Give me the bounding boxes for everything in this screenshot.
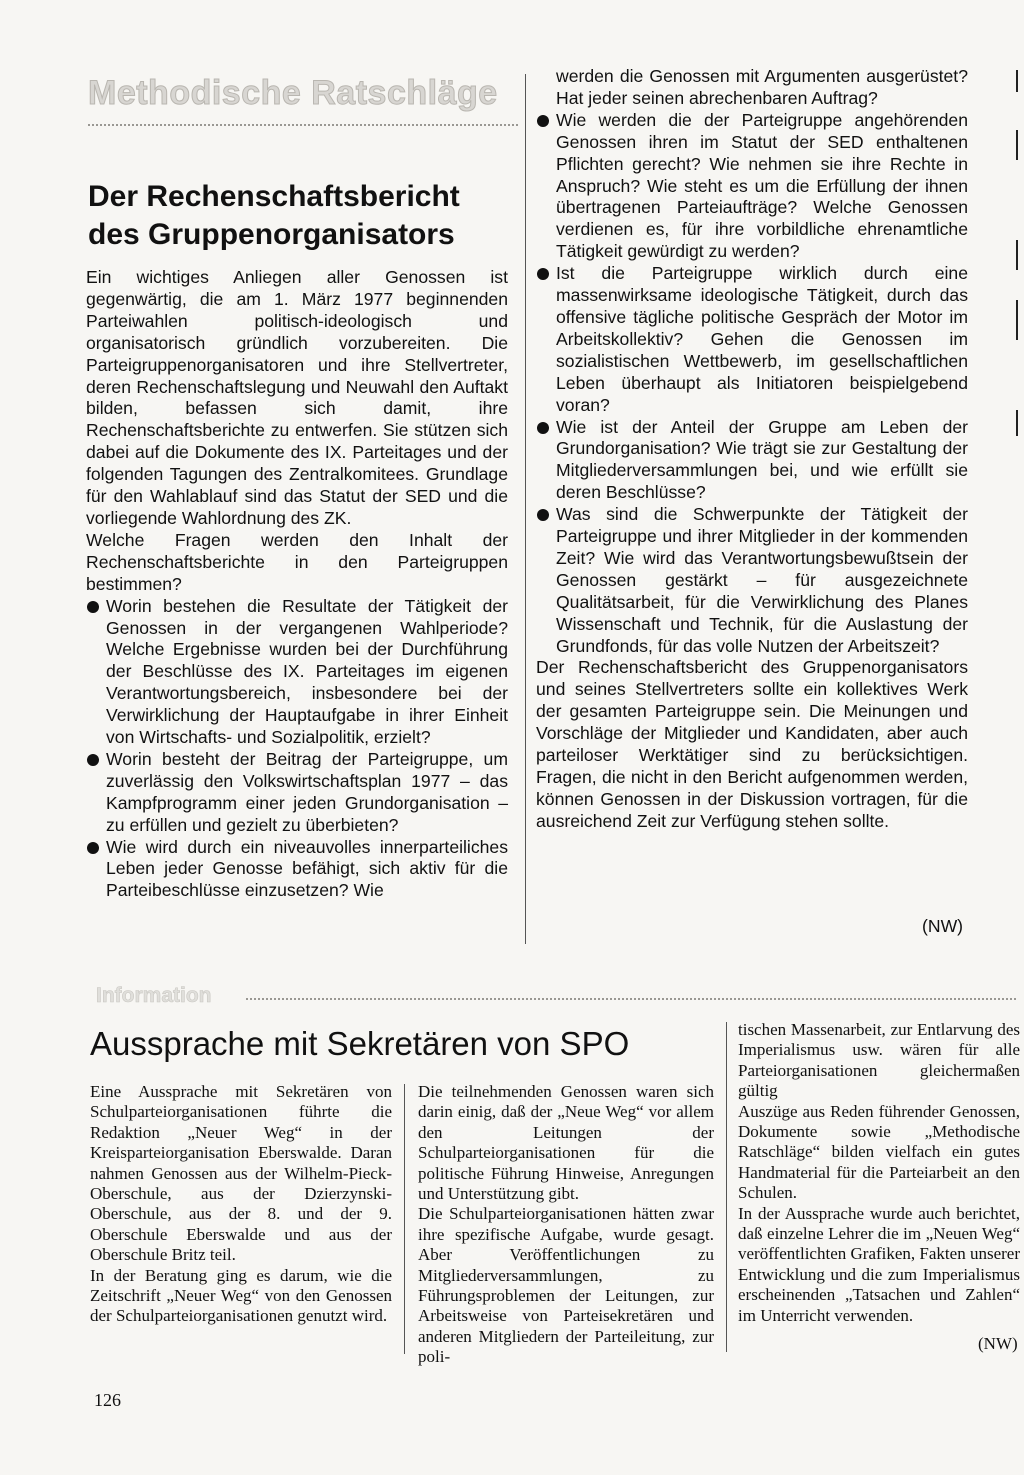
bullet-icon (537, 422, 549, 434)
article-right-column (536, 66, 968, 833)
section-kicker: Methodische Ratschläge (88, 74, 498, 112)
headline-line-2: des Gruppenorganisators (88, 218, 455, 251)
article-signature: (NW) (922, 916, 964, 936)
article-2-headline: Aussprache mit Sekretären von SPO (90, 1025, 630, 1062)
edge-mark (1016, 70, 1018, 92)
article-headline (88, 178, 518, 254)
article-2-column-1 (90, 1082, 392, 1327)
bullet-icon (87, 842, 99, 854)
bullet-icon (537, 268, 549, 280)
list-item: Was sind die Schwerpunkte der Tätigkeit der Parteigruppe und ihrer Mitglieder in der kommenden Zeit? Wie wird das Verantwortungsbewußtsein der Genossen gestärkt – für ausgezeichnete Qualitätsarbeit, für die Verwirklichung des Planes Wissenschaft und Technik, für die Auslastung der Grundfonds, für das volle Nutzen der Arbeitszeit? (536, 504, 968, 657)
bullet-icon (537, 115, 549, 127)
article-2-column-2 (418, 1082, 714, 1368)
paragraph: tischen Massenarbeit, zur Entlarvung des Imperialismus usw. wären für alle Parteiorganisationen gleichermaßen gültig (738, 1020, 1020, 1101)
paragraph: Auszüge aus Reden führender Genossen, Dokumente sowie „Methodische Ratschläge“ bilden vielfach ein gutes Handmaterial für die Parteiarbeit an den Schulen. (738, 1101, 1020, 1203)
page-number: 126 (94, 1390, 121, 1410)
paragraph: Die Schulparteiorganisationen hätten zwar ihre spezifische Aufgabe, wurde gesagt. Aber Veröffentlichungen zu Mitgliederversammlungen, zu Führungsproblemen der Leitungen, zur Arbeitsweise von Parteisekretären und anderen Mitgliedern der Parteileitung, zur poli- (418, 1204, 714, 1367)
paragraph: In der Beratung ging es darum, wie die Zeitschrift „Neuer Weg“ von den Genossen der Schulparteiorganisationen genutzt wird. (90, 1265, 392, 1326)
intro-paragraph: Ein wichtiges Anliegen aller Genossen ist gegenwärtig, die am 1. März 1977 beginnenden Parteiwahlen politisch-ideologisch und organisatorisch gründlich vorzubereiten. Die Parteigruppenorganisatoren und ihre Stellvertreter, deren Rechenschaftslegung und Neuwahl den Auftakt bilden, befassen sich damit, ihre Rechenschaftsberichte zu entwerfen. Sie stützen sich dabei auf die Dokumente des IX. Parteitages und der folgenden Tagungen des Zentralkomitees. Grundlage für den Wahlablauf sind das Statut der SED und die vorliegende Wahlordnung des ZK. (86, 267, 508, 528)
column-divider-2 (404, 1084, 405, 1354)
paragraph: In der Aussprache wurde auch berichtet, daß einzelne Lehrer die im „Neuen Weg“ veröffentlichten Grafiken, Fakten unserer Entwicklung und die zum Imperialismus erscheinenden „Tatsachen und Zahlen“ im Unterricht verwenden. (738, 1203, 1020, 1325)
edge-mark (1016, 300, 1018, 340)
edge-mark (1016, 130, 1018, 160)
question-paragraph: Welche Fragen werden den Inhalt der Rechenschaftsberichte in den Parteigruppen bestimmen? (86, 529, 508, 594)
list-item: Wie wird durch ein niveauvolles innerparteiliches Leben jeder Genosse befähigt, sich aktiv für die Parteibeschlüsse einzusetzen? Wie (86, 837, 508, 903)
list-item-continued: werden die Genossen mit Argumenten ausgerüstet? Hat jeder seinen abrechenbaren Auftrag? (556, 66, 968, 108)
article-2-column-3 (738, 1020, 1020, 1360)
kicker-rule (88, 124, 518, 126)
list-item: Ist die Parteigruppe wirklich durch eine massenwirksame ideologische Tätigkeit, durch das offensive tägliche politische Gespräch der Motor im Arbeitskollektiv? Gehen die Genossen im sozialistischen Wettbewerb, im gesellschaftlichen Leben überhaupt als Initiatoren beispielgebend voran? (536, 263, 968, 416)
column-divider-3 (726, 1022, 727, 1352)
column-divider (525, 74, 526, 944)
bullet-icon (87, 601, 99, 613)
article-left-column (86, 267, 508, 902)
bullet-icon (87, 754, 99, 766)
headline-line-1: Der Rechenschaftsbericht (88, 180, 460, 213)
bullet-icon (537, 509, 549, 521)
question-list (86, 596, 508, 903)
list-item: Wie werden die der Parteigruppe angehörenden Genossen ihren im Statut der SED enthaltenen Pflichten gerecht? Wie nehmen sie ihre Rechte in Anspruch? Wie steht es um die Erfüllung der ihnen übertragenen Parteiaufträge? Welche Genossen verdienen es, für ihre vorbildliche ehrenamtliche Tätigkeit gewürdigt zu werden? (536, 110, 968, 263)
edge-mark (1016, 410, 1018, 436)
paragraph: Eine Aussprache mit Sekretären von Schulparteiorganisationen führte die Redaktion „Neuer Weg“ in der Kreisparteiorganisation Eberswalde. Daran nahmen Genossen aus der Wilhelm-Pieck-Oberschule, aus der Dzierzynski-Oberschule, aus der 8. und der 9. Oberschule Eberswalde und aus der Oberschule Britz teil. (90, 1082, 392, 1265)
question-list-continued (536, 66, 968, 657)
kicker-rule-2 (246, 998, 1016, 1000)
list-item: Worin besteht der Beitrag der Parteigruppe, um zuverlässig den Volkswirtschaftsplan 1977 – das Kampfprogramm einer jeden Grundorganisation – zu erfüllen und gezielt zu überbieten? (86, 749, 508, 837)
paragraph: Die teilnehmenden Genossen waren sich darin einig, daß der „Neue Weg“ vor allem den Leitungen der Schulparteiorganisationen für die politische Führung Hinweise, Anregungen und Unterstützung gibt. (418, 1082, 714, 1204)
edge-mark (1016, 240, 1018, 270)
section-kicker-2: Information (96, 984, 212, 1007)
closing-paragraph: Der Rechenschaftsbericht des Gruppenorganisators und seines Stellvertreters sollte ein kollektives Werk der gesamten Parteigruppe sein. Die Meinungen und Vorschläge der Mitglieder und Kandidaten, aber auch parteiloser Werktätiger sind zu berücksichtigen. Fragen, die nicht in den Bericht aufgenommen werden, können Genossen in der Diskussion vortragen, für die ausreichend Zeit zur Verfügung stehen sollte. (536, 657, 968, 831)
list-item: Worin bestehen die Resultate der Tätigkeit der Genossen in der vergangenen Wahlperiode? Welche Ergebnisse wurden bei der Durchführung der Beschlüsse des IX. Parteitages im eigenen Verantwortungsbereich, insbesondere bei der Verwirklichung der Hauptaufgabe in ihrer Einheit von Wirtschafts- und Sozialpolitik, erzielt? (86, 596, 508, 749)
article-2-signature: (NW) (978, 1334, 1018, 1353)
list-item: Wie ist der Anteil der Gruppe am Leben der Grundorganisation? Wie trägt sie zur Gestaltung der Mitgliederversammlungen bei, und wie erfüllt sie deren Beschlüsse? (536, 417, 968, 505)
